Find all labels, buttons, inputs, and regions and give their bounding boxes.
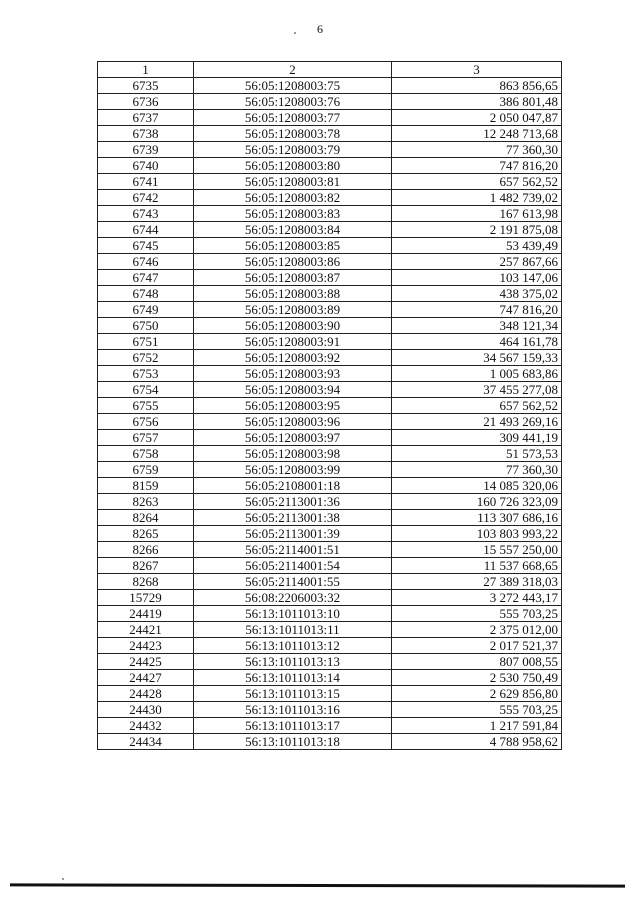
table-row bbox=[98, 270, 562, 286]
table-row bbox=[98, 286, 562, 302]
row-number-cell: 24425 bbox=[98, 654, 194, 670]
row-number-cell: 24430 bbox=[98, 702, 194, 718]
row-number-cell: 24434 bbox=[98, 734, 194, 750]
page-number: 6 bbox=[317, 22, 323, 36]
table-row bbox=[98, 366, 562, 382]
cadastral-value-cell: 21 493 269,16 bbox=[392, 414, 562, 430]
table-row bbox=[98, 222, 562, 238]
row-number-cell: 8267 bbox=[98, 558, 194, 574]
cadastral-value-cell: 657 562,52 bbox=[392, 174, 562, 190]
row-number-cell: 6736 bbox=[98, 94, 194, 110]
cadastral-value-cell: 12 248 713,68 bbox=[392, 126, 562, 142]
cadastral-value-cell: 747 816,20 bbox=[392, 158, 562, 174]
row-number-cell: 6752 bbox=[98, 350, 194, 366]
table-row bbox=[98, 398, 562, 414]
cadastral-value-cell: 103 147,06 bbox=[392, 270, 562, 286]
row-number-cell: 24423 bbox=[98, 638, 194, 654]
table-row bbox=[98, 446, 562, 462]
cadastral-value-cell: 27 389 318,03 bbox=[392, 574, 562, 590]
cadastral-number-cell: 56:05:1208003:87 bbox=[194, 270, 392, 286]
table-row bbox=[98, 478, 562, 494]
table-row bbox=[98, 542, 562, 558]
cadastral-number-cell: 56:13:1011013:14 bbox=[194, 670, 392, 686]
table-row bbox=[98, 110, 562, 126]
row-number-cell: 6748 bbox=[98, 286, 194, 302]
cadastral-number-cell: 56:05:2114001:54 bbox=[194, 558, 392, 574]
cadastral-number-cell: 56:05:1208003:78 bbox=[194, 126, 392, 142]
row-number-cell: 6744 bbox=[98, 222, 194, 238]
cadastral-value-cell: 113 307 686,16 bbox=[392, 510, 562, 526]
table-row bbox=[98, 590, 562, 606]
table-row bbox=[98, 654, 562, 670]
table-row bbox=[98, 302, 562, 318]
row-number-cell: 8266 bbox=[98, 542, 194, 558]
cadastral-value-cell: 160 726 323,09 bbox=[392, 494, 562, 510]
row-number-cell: 6753 bbox=[98, 366, 194, 382]
cadastral-value-cell: 15 557 250,00 bbox=[392, 542, 562, 558]
row-number-cell: 6740 bbox=[98, 158, 194, 174]
cadastral-value-cell: 103 803 993,22 bbox=[392, 526, 562, 542]
table-row bbox=[98, 510, 562, 526]
cadastral-number-cell: 56:05:1208003:83 bbox=[194, 206, 392, 222]
cadastral-number-cell: 56:05:1208003:88 bbox=[194, 286, 392, 302]
cadastral-number-cell: 56:05:1208003:92 bbox=[194, 350, 392, 366]
cadastral-number-cell: 56:05:1208003:98 bbox=[194, 446, 392, 462]
table-row bbox=[98, 494, 562, 510]
table-row bbox=[98, 430, 562, 446]
table-row bbox=[98, 254, 562, 270]
table-row bbox=[98, 734, 562, 750]
cadastral-value-cell: 555 703,25 bbox=[392, 606, 562, 622]
cadastral-number-cell: 56:13:1011013:10 bbox=[194, 606, 392, 622]
cadastral-value-cell: 1 217 591,84 bbox=[392, 718, 562, 734]
row-number-cell: 6749 bbox=[98, 302, 194, 318]
cadastral-value-cell: 386 801,48 bbox=[392, 94, 562, 110]
row-number-cell: 6746 bbox=[98, 254, 194, 270]
column-header-1: 1 bbox=[98, 62, 194, 78]
scan-speck bbox=[294, 32, 296, 34]
table-row bbox=[98, 382, 562, 398]
table-row bbox=[98, 702, 562, 718]
table-row bbox=[98, 606, 562, 622]
row-number-cell: 24421 bbox=[98, 622, 194, 638]
row-number-cell: 6745 bbox=[98, 238, 194, 254]
cadastral-value-table bbox=[97, 61, 562, 750]
cadastral-value-cell: 2 530 750,49 bbox=[392, 670, 562, 686]
row-number-cell: 8263 bbox=[98, 494, 194, 510]
row-number-cell: 6738 bbox=[98, 126, 194, 142]
cadastral-value-cell: 2 050 047,87 bbox=[392, 110, 562, 126]
row-number-cell: 6751 bbox=[98, 334, 194, 350]
table-row bbox=[98, 462, 562, 478]
table-row bbox=[98, 94, 562, 110]
row-number-cell: 6754 bbox=[98, 382, 194, 398]
cadastral-value-cell: 4 788 958,62 bbox=[392, 734, 562, 750]
row-number-cell: 6739 bbox=[98, 142, 194, 158]
cadastral-value-cell: 167 613,98 bbox=[392, 206, 562, 222]
cadastral-number-cell: 56:13:1011013:13 bbox=[194, 654, 392, 670]
table-row bbox=[98, 350, 562, 366]
scan-speck bbox=[62, 878, 64, 880]
cadastral-value-cell: 348 121,34 bbox=[392, 318, 562, 334]
cadastral-number-cell: 56:05:1208003:79 bbox=[194, 142, 392, 158]
table-row bbox=[98, 206, 562, 222]
row-number-cell: 6737 bbox=[98, 110, 194, 126]
cadastral-value-cell: 2 191 875,08 bbox=[392, 222, 562, 238]
cadastral-number-cell: 56:05:2113001:38 bbox=[194, 510, 392, 526]
table-row bbox=[98, 126, 562, 142]
cadastral-number-cell: 56:05:2113001:36 bbox=[194, 494, 392, 510]
cadastral-number-cell: 56:13:1011013:18 bbox=[194, 734, 392, 750]
cadastral-number-cell: 56:05:1208003:94 bbox=[194, 382, 392, 398]
cadastral-number-cell: 56:05:2114001:55 bbox=[194, 574, 392, 590]
row-number-cell: 6747 bbox=[98, 270, 194, 286]
cadastral-number-cell: 56:13:1011013:17 bbox=[194, 718, 392, 734]
cadastral-number-cell: 56:05:1208003:77 bbox=[194, 110, 392, 126]
cadastral-number-cell: 56:13:1011013:11 bbox=[194, 622, 392, 638]
table-body bbox=[98, 78, 562, 750]
page-bottom-rule bbox=[10, 883, 625, 887]
row-number-cell: 8264 bbox=[98, 510, 194, 526]
cadastral-value-cell: 807 008,55 bbox=[392, 654, 562, 670]
cadastral-value-cell: 2 375 012,00 bbox=[392, 622, 562, 638]
table-row bbox=[98, 318, 562, 334]
row-number-cell: 6758 bbox=[98, 446, 194, 462]
cadastral-number-cell: 56:05:1208003:95 bbox=[194, 398, 392, 414]
cadastral-number-cell: 56:05:1208003:91 bbox=[194, 334, 392, 350]
cadastral-value-cell: 77 360,30 bbox=[392, 142, 562, 158]
table-row bbox=[98, 78, 562, 94]
table-row bbox=[98, 574, 562, 590]
table-row bbox=[98, 334, 562, 350]
table-row bbox=[98, 718, 562, 734]
table-row bbox=[98, 158, 562, 174]
cadastral-value-cell: 77 360,30 bbox=[392, 462, 562, 478]
row-number-cell: 24419 bbox=[98, 606, 194, 622]
row-number-cell: 8265 bbox=[98, 526, 194, 542]
table-header-row bbox=[98, 62, 562, 78]
cadastral-value-cell: 37 455 277,08 bbox=[392, 382, 562, 398]
row-number-cell: 6757 bbox=[98, 430, 194, 446]
cadastral-value-cell: 2 629 856,80 bbox=[392, 686, 562, 702]
cadastral-number-cell: 56:05:1208003:96 bbox=[194, 414, 392, 430]
table-row bbox=[98, 622, 562, 638]
cadastral-number-cell: 56:05:1208003:84 bbox=[194, 222, 392, 238]
cadastral-number-cell: 56:05:2113001:39 bbox=[194, 526, 392, 542]
table-row bbox=[98, 558, 562, 574]
cadastral-number-cell: 56:05:1208003:97 bbox=[194, 430, 392, 446]
table-row bbox=[98, 670, 562, 686]
cadastral-number-cell: 56:05:1208003:86 bbox=[194, 254, 392, 270]
table-row bbox=[98, 190, 562, 206]
cadastral-number-cell: 56:05:2108001:18 bbox=[194, 478, 392, 494]
cadastral-number-cell: 56:13:1011013:16 bbox=[194, 702, 392, 718]
table-row bbox=[98, 638, 562, 654]
cadastral-number-cell: 56:05:2114001:51 bbox=[194, 542, 392, 558]
cadastral-value-cell: 1 482 739,02 bbox=[392, 190, 562, 206]
cadastral-value-cell: 464 161,78 bbox=[392, 334, 562, 350]
row-number-cell: 8159 bbox=[98, 478, 194, 494]
row-number-cell: 8268 bbox=[98, 574, 194, 590]
cadastral-number-cell: 56:05:1208003:82 bbox=[194, 190, 392, 206]
cadastral-value-cell: 555 703,25 bbox=[392, 702, 562, 718]
row-number-cell: 6741 bbox=[98, 174, 194, 190]
cadastral-number-cell: 56:05:1208003:75 bbox=[194, 78, 392, 94]
column-header-2: 2 bbox=[194, 62, 392, 78]
cadastral-value-cell: 863 856,65 bbox=[392, 78, 562, 94]
table-row bbox=[98, 526, 562, 542]
cadastral-number-cell: 56:13:1011013:12 bbox=[194, 638, 392, 654]
cadastral-number-cell: 56:05:1208003:85 bbox=[194, 238, 392, 254]
cadastral-number-cell: 56:05:1208003:93 bbox=[194, 366, 392, 382]
cadastral-number-cell: 56:05:1208003:89 bbox=[194, 302, 392, 318]
column-header-3: 3 bbox=[392, 62, 562, 78]
table-row bbox=[98, 414, 562, 430]
cadastral-value-cell: 14 085 320,06 bbox=[392, 478, 562, 494]
table-row bbox=[98, 142, 562, 158]
cadastral-value-cell: 34 567 159,33 bbox=[392, 350, 562, 366]
cadastral-number-cell: 56:13:1011013:15 bbox=[194, 686, 392, 702]
cadastral-value-cell: 257 867,66 bbox=[392, 254, 562, 270]
cadastral-number-cell: 56:05:1208003:80 bbox=[194, 158, 392, 174]
cadastral-number-cell: 56:05:1208003:76 bbox=[194, 94, 392, 110]
cadastral-number-cell: 56:05:1208003:99 bbox=[194, 462, 392, 478]
cadastral-value-cell: 53 439,49 bbox=[392, 238, 562, 254]
row-number-cell: 6742 bbox=[98, 190, 194, 206]
row-number-cell: 6755 bbox=[98, 398, 194, 414]
row-number-cell: 24427 bbox=[98, 670, 194, 686]
cadastral-value-cell: 3 272 443,17 bbox=[392, 590, 562, 606]
table-row bbox=[98, 174, 562, 190]
cadastral-value-cell: 438 375,02 bbox=[392, 286, 562, 302]
row-number-cell: 24432 bbox=[98, 718, 194, 734]
cadastral-value-cell: 11 537 668,65 bbox=[392, 558, 562, 574]
table-row bbox=[98, 686, 562, 702]
row-number-cell: 6743 bbox=[98, 206, 194, 222]
row-number-cell: 6750 bbox=[98, 318, 194, 334]
cadastral-number-cell: 56:05:1208003:81 bbox=[194, 174, 392, 190]
row-number-cell: 6735 bbox=[98, 78, 194, 94]
table-row bbox=[98, 238, 562, 254]
cadastral-value-cell: 51 573,53 bbox=[392, 446, 562, 462]
cadastral-number-cell: 56:08:2206003:32 bbox=[194, 590, 392, 606]
cadastral-number-cell: 56:05:1208003:90 bbox=[194, 318, 392, 334]
row-number-cell: 24428 bbox=[98, 686, 194, 702]
cadastral-value-cell: 747 816,20 bbox=[392, 302, 562, 318]
row-number-cell: 15729 bbox=[98, 590, 194, 606]
row-number-cell: 6756 bbox=[98, 414, 194, 430]
cadastral-value-cell: 2 017 521,37 bbox=[392, 638, 562, 654]
cadastral-value-cell: 309 441,19 bbox=[392, 430, 562, 446]
row-number-cell: 6759 bbox=[98, 462, 194, 478]
cadastral-value-cell: 657 562,52 bbox=[392, 398, 562, 414]
cadastral-value-cell: 1 005 683,86 bbox=[392, 366, 562, 382]
